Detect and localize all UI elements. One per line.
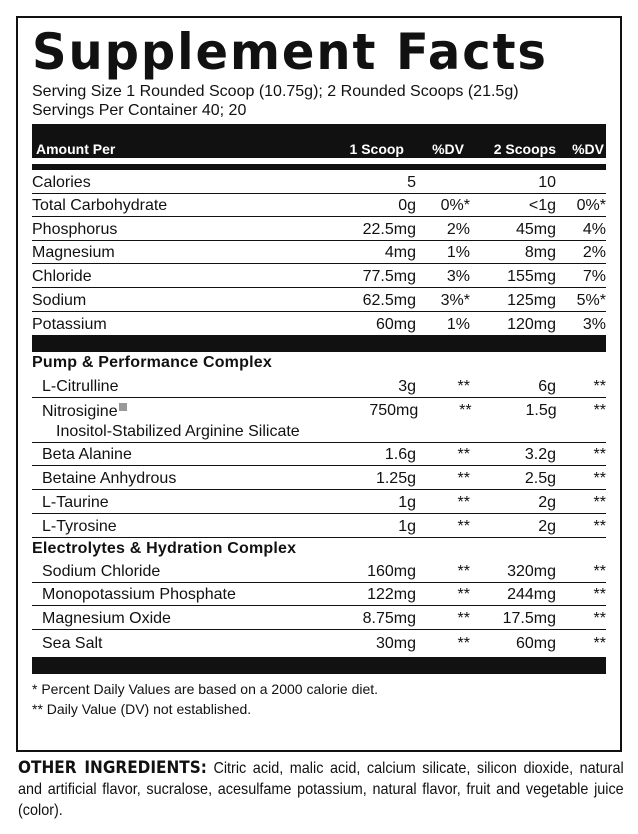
- serving-size: Serving Size 1 Rounded Scoop (10.75g); 2 Rounded Scoops (21.5g): [32, 83, 519, 100]
- row-name: [32, 377, 296, 397]
- row-value-d: 0%*: [576, 197, 606, 215]
- row-value-b: **: [457, 634, 470, 652]
- row-value-b: **: [457, 493, 470, 511]
- row-value-a: 22.5mg: [362, 220, 416, 238]
- pump-complex-title: Pump & Performance Complex: [32, 354, 272, 372]
- row-value-c: 6g: [538, 377, 556, 395]
- row-name: [32, 634, 296, 654]
- row-name: [32, 267, 296, 287]
- electrolyte-complex-title: Electrolytes & Hydration Complex: [32, 537, 606, 559]
- row-value-a: 5: [407, 173, 416, 191]
- row-label: Beta Alanine: [42, 446, 132, 464]
- row-value-c: <1g: [528, 197, 556, 215]
- row-name: [32, 609, 296, 629]
- row-label: Magnesium Oxide: [42, 609, 171, 627]
- header-dv-1: %DV: [432, 141, 464, 157]
- row-value-b: 3%: [446, 267, 470, 285]
- row-value-a: 62.5mg: [362, 291, 416, 309]
- column-header: [32, 140, 606, 158]
- row-value-d: 7%: [582, 267, 606, 285]
- row-value-d: **: [593, 493, 606, 511]
- row-label: Betaine Anhydrous: [42, 469, 177, 487]
- row-value-d: **: [593, 609, 606, 627]
- row-value-a: 122mg: [367, 586, 416, 604]
- row-value-a: 1.25g: [375, 469, 416, 487]
- row-value-c: 320mg: [507, 562, 556, 580]
- header-amount-per: Amount Per: [36, 141, 116, 157]
- other-ingredients-text: Citric acid, malic acid, calcium silicate, silicon dioxide, natural and artificial flavor, sucralose, acesulfame potassium, natural flavor, fruit and vegetable juice (color).: [18, 760, 624, 819]
- row-name: [32, 220, 296, 240]
- supplement-facts-panel: [16, 16, 622, 752]
- row-name: [32, 315, 296, 335]
- row-value-c: 2.5g: [524, 469, 556, 487]
- row-value-b: 1%: [446, 244, 470, 262]
- row-label: L-Citrulline: [42, 377, 119, 395]
- header-dv-2: %DV: [572, 141, 604, 157]
- row-label: L-Taurine: [42, 493, 109, 511]
- nutrient-row: [32, 170, 606, 194]
- row-value-a: 30mg: [375, 634, 416, 652]
- other-ingredients-label: OTHER INGREDIENTS:: [18, 758, 207, 778]
- row-value-b: **: [457, 562, 470, 580]
- row-value-a: 8.75mg: [362, 609, 416, 627]
- row-value-a: 3g: [398, 377, 416, 395]
- row-value-c: 45mg: [515, 220, 556, 238]
- row-value-a: 4mg: [384, 244, 416, 262]
- row-value-d: 2%: [582, 244, 606, 262]
- row-name: [32, 243, 296, 263]
- servings-per-container: Servings Per Container 40; 20: [32, 102, 247, 119]
- row-value-c: 2g: [538, 493, 556, 511]
- ingredient-row: [32, 374, 606, 398]
- row-value-b: 2%: [446, 220, 470, 238]
- pump-complex-rows: [32, 374, 606, 537]
- row-value-d: **: [593, 377, 606, 395]
- nutrient-row: [32, 241, 606, 265]
- row-value-c: 125mg: [507, 291, 556, 309]
- row-value-b: **: [457, 377, 470, 395]
- other-ingredients: [18, 758, 624, 821]
- row-value-c: 3.2g: [524, 446, 556, 464]
- row-value-d: 5%*: [576, 291, 606, 309]
- row-value-d: **: [593, 446, 606, 464]
- row-value-c: 1.5g: [525, 401, 557, 419]
- row-value-b: **: [457, 469, 470, 487]
- row-label: Phosphorus: [32, 220, 118, 238]
- row-name: [32, 585, 296, 605]
- nutrient-row: [32, 312, 606, 336]
- row-value-a: 1g: [398, 493, 416, 511]
- row-value-a: 77.5mg: [362, 267, 416, 285]
- row-label: Calories: [32, 173, 91, 191]
- header-2-scoops: 2 Scoops: [493, 141, 556, 157]
- ingredient-row: [32, 583, 606, 607]
- ingredient-row: [32, 466, 606, 490]
- row-name: [32, 493, 296, 513]
- row-name: [32, 517, 296, 537]
- row-label: Sodium: [32, 291, 87, 309]
- row-value-b: **: [457, 518, 470, 536]
- registered-mark-icon: [119, 403, 127, 411]
- row-label: Nitrosigine: [42, 402, 118, 420]
- row-value-b: **: [457, 446, 470, 464]
- row-label: Sodium Chloride: [42, 562, 161, 580]
- ingredient-row: [32, 630, 606, 654]
- row-value-c: 120mg: [507, 316, 556, 334]
- row-value-a: 750mg: [369, 401, 419, 419]
- divider-thick: [32, 335, 606, 352]
- row-name: [32, 402, 300, 442]
- ingredient-row: [32, 606, 606, 630]
- ingredient-row: [32, 559, 606, 583]
- row-value-d: 4%: [582, 220, 606, 238]
- ingredient-row: [32, 490, 606, 514]
- row-value-c: 244mg: [507, 586, 556, 604]
- row-value-a: 1g: [398, 518, 416, 536]
- row-value-c: 2g: [538, 518, 556, 536]
- row-value-d: 3%: [582, 316, 606, 334]
- nutrient-rows: [32, 170, 606, 335]
- row-value-b: **: [459, 401, 472, 419]
- row-label: Chloride: [32, 267, 92, 285]
- nutrient-row: [32, 194, 606, 218]
- row-value-d: **: [593, 586, 606, 604]
- divider-thick: [32, 657, 606, 674]
- row-label: Total Carbohydrate: [32, 197, 168, 215]
- row-value-a: 160mg: [367, 562, 416, 580]
- row-value-c: 60mg: [515, 634, 556, 652]
- row-value-b: **: [457, 609, 470, 627]
- row-value-c: 17.5mg: [502, 609, 556, 627]
- row-value-d: **: [593, 562, 606, 580]
- panel-title: Supplement Facts: [32, 23, 548, 81]
- header-1-scoop: 1 Scoop: [349, 141, 404, 157]
- row-sublabel: Inositol-Stabilized Arginine Silicate: [56, 422, 300, 440]
- row-value-a: 60mg: [375, 316, 416, 334]
- row-name: [32, 445, 296, 465]
- ingredient-row: [32, 443, 606, 467]
- row-value-b: 0%*: [440, 197, 470, 215]
- row-label: Potassium: [32, 316, 107, 334]
- row-label: Monopotassium Phosphate: [42, 586, 236, 604]
- row-value-c: 10: [538, 173, 556, 191]
- row-name: [32, 291, 296, 311]
- row-value-b: 1%: [446, 316, 470, 334]
- electrolyte-complex-rows: [32, 559, 606, 653]
- row-name: [32, 196, 296, 216]
- nutrient-row: [32, 288, 606, 312]
- footnote-not-established: ** Daily Value (DV) not established.: [32, 700, 252, 717]
- row-name: [32, 469, 296, 489]
- row-value-a: 1.6g: [384, 446, 416, 464]
- ingredient-row: [32, 514, 606, 538]
- footnote-dv: * Percent Daily Values are based on a 2000 calorie diet.: [32, 680, 379, 697]
- row-value-c: 8mg: [524, 244, 556, 262]
- row-value-d: **: [593, 634, 606, 652]
- row-label: Magnesium: [32, 244, 115, 262]
- row-value-b: 3%*: [440, 291, 470, 309]
- row-value-d: **: [593, 518, 606, 536]
- row-label: Sea Salt: [42, 634, 103, 652]
- row-label: L-Tyrosine: [42, 518, 117, 536]
- row-value-d: **: [593, 469, 606, 487]
- row-value-b: **: [457, 586, 470, 604]
- nutrient-row: [32, 264, 606, 288]
- nutrient-row: [32, 217, 606, 241]
- row-value-c: 155mg: [507, 267, 556, 285]
- ingredient-row: [32, 398, 606, 443]
- row-value-d: **: [593, 401, 607, 419]
- row-value-a: 0g: [398, 197, 416, 215]
- row-name: [32, 562, 296, 582]
- row-name: [32, 173, 296, 193]
